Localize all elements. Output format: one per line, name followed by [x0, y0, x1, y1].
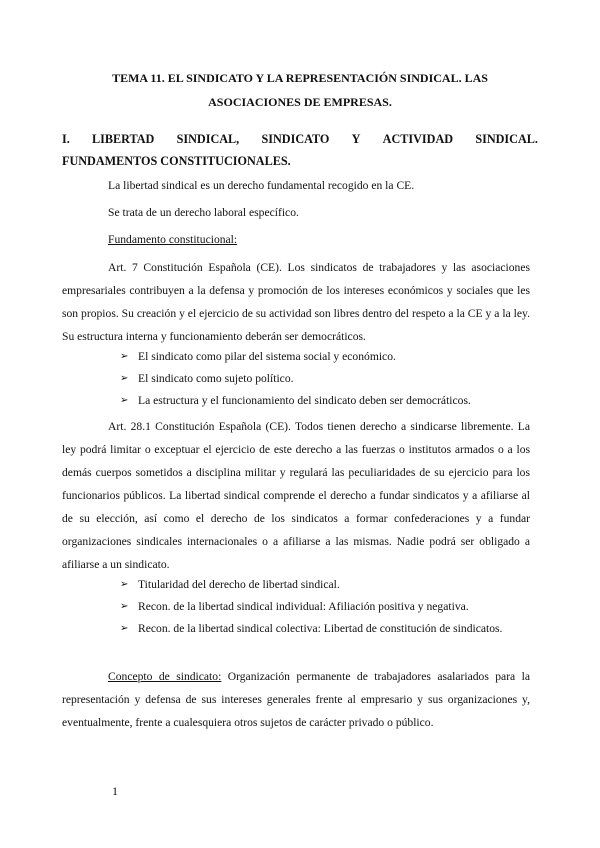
list-item-text: Recon. de la libertad sindical individual: Afiliación positiva y negativa. [138, 600, 469, 613]
heading-word: SINDICATO [261, 132, 330, 146]
art28-paragraph: Art. 28.1 Constitución Española (CE). Todos tienen derecho a sindicarse libremente. La ley podrá limitar o exceptuar el ejercicio de este derecho a las fuerzas o institutos armados o a los demás cuerpos sometidos a disciplina militar y regulará las peculiaridades de su ejercicio para los funcionarios públicos. La libertad sindical comprende el derecho a fundar sindicatos y a afiliarse al de su elección, así como el derecho de los sindicatos a formar confederaciones y a fundar organizaciones sindicales internacionales o a afiliarse a las mismas. Nadie podrá ser obligado a afiliarse a un sindicato. [62, 420, 530, 571]
intro-paragraph-2: Se trata de un derecho laboral específico. [108, 206, 299, 219]
heading-word: SINDICAL, [176, 132, 240, 146]
list-item [120, 346, 530, 368]
list-item [120, 596, 530, 618]
list-item-text: Titularidad del derecho de libertad sindical. [138, 578, 340, 591]
concepto-text: Organización permanente de trabajadores asalariados para la representación y defensa de sus intereses generales frente al empresario y sus organizaciones y, eventualmente, frente a cualesquiera otros sujetos de carácter privado o público. [62, 670, 530, 729]
heading-word: LIBERTAD [92, 132, 155, 146]
bullet-list-1 [120, 346, 530, 412]
arrow-bullet-icon: ➢ [120, 601, 129, 612]
list-item [120, 618, 530, 640]
list-item [120, 390, 530, 412]
bullet-list-2 [120, 574, 530, 640]
title-line-1: TEMA 11. EL SINDICATO Y LA REPRESENTACIÓN SINDICAL. LAS [112, 71, 488, 85]
concepto-paragraph [62, 665, 530, 734]
fundamento-label-text: Fundamento constitucional: [108, 233, 238, 246]
document-title [60, 66, 540, 114]
arrow-bullet-icon: ➢ [120, 351, 129, 362]
heading-line-2: FUNDAMENTOS CONSTITUCIONALES. [62, 154, 291, 168]
heading-word: SINDICAL. [475, 132, 538, 146]
heading-word: ACTIVIDAD [382, 132, 454, 146]
art7-paragraph: Art. 7 Constitución Española (CE). Los sindicatos de trabajadores y las asociaciones empresariales contribuyen a la defensa y promoción de los intereses económicos y sociales que les son propios. Su creación y el ejercicio de su actividad son libres dentro del respeto a la CE y a la ley. Su estructura interna y funcionamiento deberán ser democráticos. [62, 261, 530, 343]
list-item-text: La estructura y el funcionamiento del sindicato deben ser democráticos. [138, 394, 471, 407]
title-line-2: ASOCIACIONES DE EMPRESAS. [208, 95, 392, 109]
page-number: 1 [112, 784, 118, 798]
list-item-text: El sindicato como pilar del sistema social y económico. [138, 350, 396, 363]
arrow-bullet-icon: ➢ [120, 373, 129, 384]
arrow-bullet-icon: ➢ [120, 395, 129, 406]
arrow-bullet-icon: ➢ [120, 623, 129, 634]
fundamento-label [62, 228, 530, 251]
section-heading [62, 128, 538, 172]
list-item-text: El sindicato como sujeto político. [138, 372, 294, 385]
arrow-bullet-icon: ➢ [120, 579, 129, 590]
heading-word: Y [351, 132, 361, 146]
list-item [120, 574, 530, 596]
concepto-label: Concepto de sindicato: [108, 670, 222, 683]
list-item-text: Recon. de la libertad sindical colectiva: Libertad de constitución de sindicatos. [138, 622, 503, 635]
list-item [120, 368, 530, 390]
heading-line-1 [62, 128, 538, 150]
heading-word: I. [62, 132, 70, 146]
intro-paragraph-1: La libertad sindical es un derecho fundamental recogido en la CE. [108, 179, 415, 192]
